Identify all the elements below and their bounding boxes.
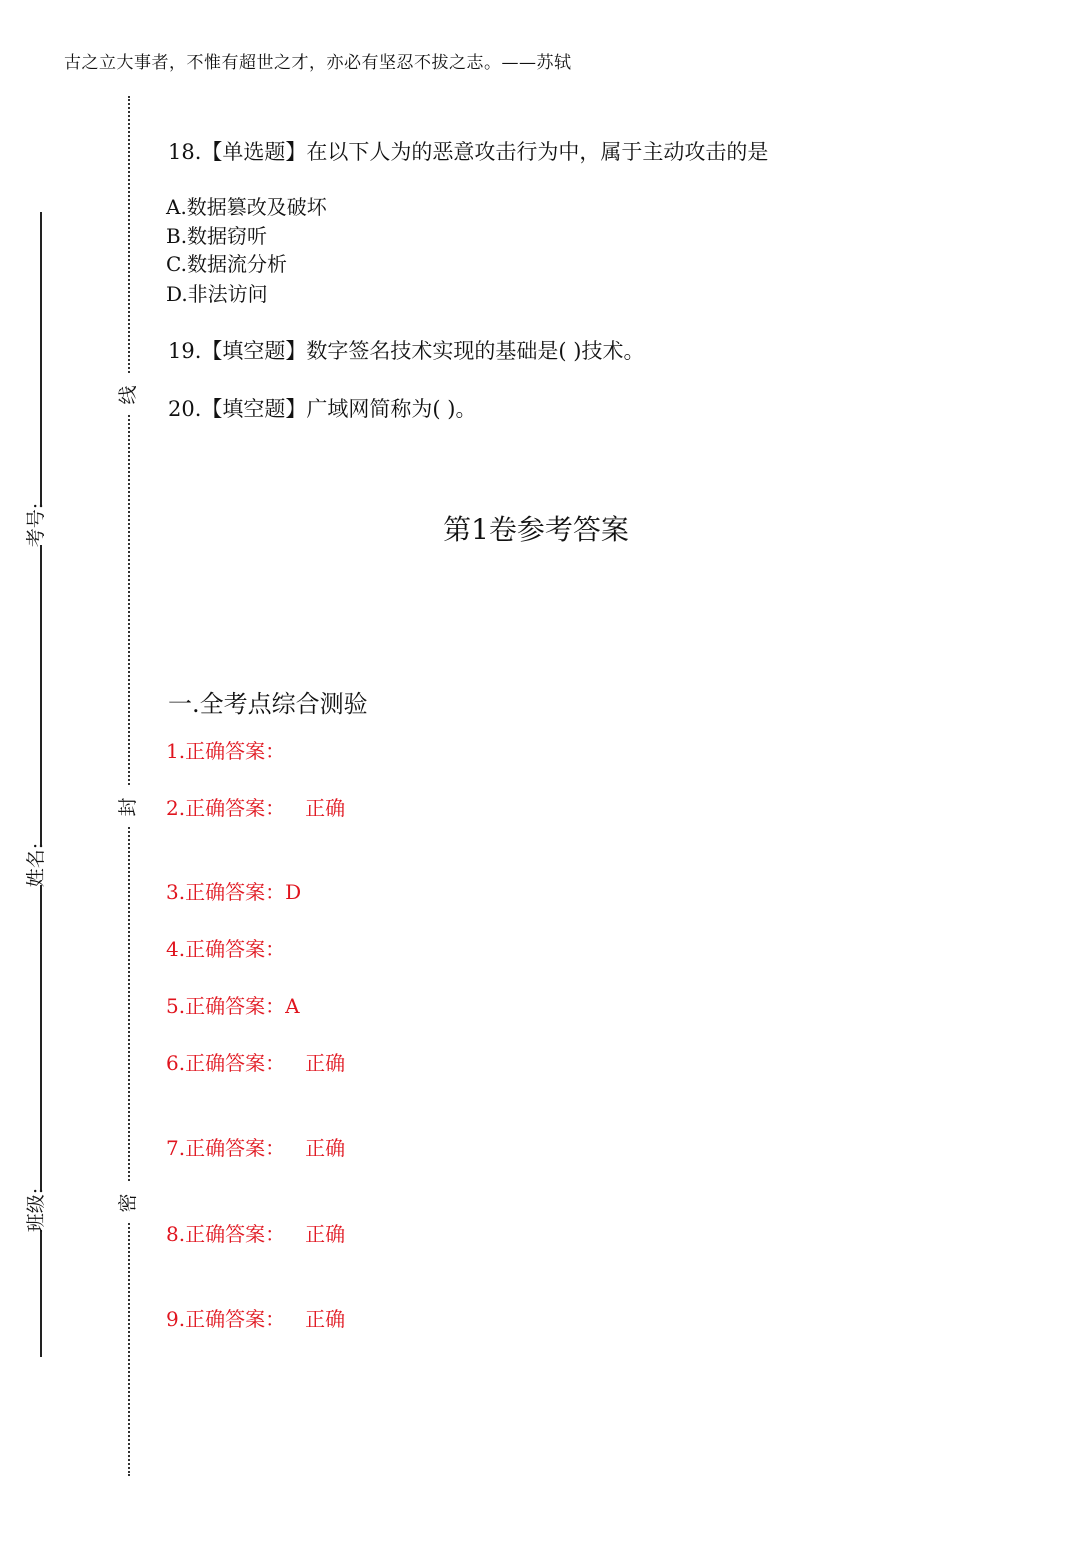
question-19 [168,335,644,365]
question-18 [168,136,768,166]
answer-label: 4.正确答案： [166,937,286,961]
question-number: 20. [168,397,202,421]
answer-label: 6.正确答案： [166,1051,286,1075]
option-a: A.数据篡改及破坏 [166,195,327,219]
option-b: B.数据窃听 [166,224,268,248]
answer-value: A [285,994,300,1018]
binding-dotted-line [128,96,130,1476]
binding-mark-secret: 密 [111,1183,141,1223]
option-c: C.数据流分析 [166,252,287,276]
answer-6 [166,1047,345,1076]
answer-section-subtitle: 一.全考点综合测验 [168,690,368,718]
answer-label: 7.正确答案： [166,1136,286,1160]
binding-solid-line [40,212,42,1357]
answer-label: 9.正确答案： [166,1307,286,1331]
answer-9 [166,1303,345,1332]
answer-section-title [0,508,1080,548]
answer-value: 正确 [305,1307,346,1331]
question-text: 数字签名技术实现的基础是( )技术。 [306,339,645,363]
question-type: 【填空题】 [201,339,307,363]
exam-number-label: 考号: [14,505,54,545]
answer-value: 正确 [305,1136,346,1160]
answer-value: D [285,880,302,904]
question-type: 【单选题】 [201,140,307,164]
answer-label: 1.正确答案： [166,739,286,763]
answer-value: 正确 [305,1051,346,1075]
answer-label: 2.正确答案： [166,796,286,820]
answer-label: 3.正确答案： [166,880,286,904]
answer-label: 5.正确答案： [166,994,286,1018]
option-d: D.非法访问 [166,282,268,306]
question-number: 18. [168,140,202,164]
answer-1 [166,735,285,764]
answer-2 [166,792,345,821]
question-type: 【填空题】 [201,397,307,421]
question-number: 19. [168,339,202,363]
header-quote: 古之立大事者，不惟有超世之才，亦必有坚忍不拔之志。——苏轼 [64,53,572,73]
answer-value: 正确 [305,1222,346,1246]
answer-8 [166,1218,345,1247]
class-label: 班级: [14,1190,54,1230]
answer-3 [166,876,301,905]
name-label: 姓名: [14,845,54,885]
answer-value: 正确 [305,796,346,820]
question-20 [168,393,476,423]
binding-mark-line: 线 [111,375,141,415]
binding-mark-seal: 封 [111,787,141,827]
question-text: 在以下人为的恶意攻击行为中，属于主动攻击的是 [306,140,769,164]
answer-4 [166,933,285,962]
answer-5 [166,990,300,1019]
answer-7 [166,1132,345,1161]
answer-label: 8.正确答案： [166,1222,286,1246]
question-text: 广域网简称为( )。 [306,397,477,421]
answer-section-title-text: 第1卷参考答案 [443,513,629,546]
